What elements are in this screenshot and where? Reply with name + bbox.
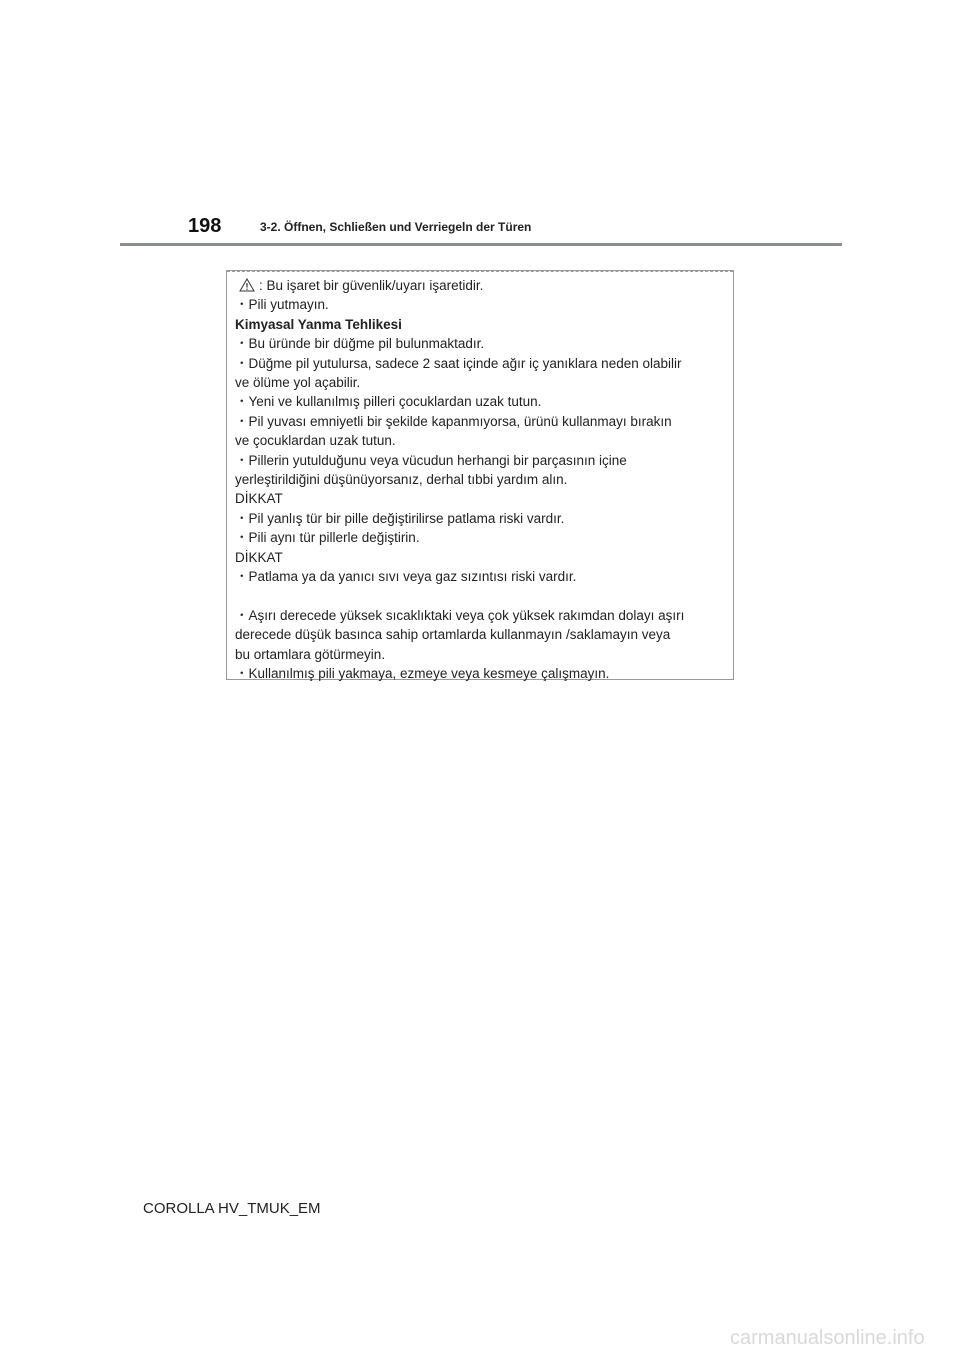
warning-line	[235, 354, 725, 373]
warning-content	[235, 276, 725, 684]
warning-line	[235, 548, 725, 567]
warning-line-text: ve ölüme yol açabilir.	[235, 375, 361, 391]
warning-line	[235, 587, 725, 606]
warning-line	[235, 489, 725, 508]
header-divider	[120, 243, 842, 246]
warning-line-text: Kimyasal Yanma Tehlikesi	[235, 316, 402, 332]
warning-line-text: ve çocuklardan uzak tutun.	[235, 433, 396, 449]
warning-line-text: ・Pillerin yutulduğunu veya vücudun herhangi bir parçasının içine	[235, 452, 627, 468]
page-number: 198	[188, 215, 222, 237]
warning-line-text: derecede düşük basınca sahip ortamlarda kullanmayın /saklamayın veya	[235, 627, 671, 643]
warning-line-text: : Bu işaret bir güvenlik/uyarı işaretidir.	[259, 278, 484, 293]
warning-line	[235, 295, 725, 314]
warning-line	[235, 392, 725, 411]
warning-line	[235, 412, 725, 431]
warning-line	[235, 567, 725, 586]
warning-triangle-icon	[239, 278, 255, 292]
warning-line	[235, 625, 725, 644]
warning-line	[235, 451, 725, 470]
warning-line-text: ・Patlama ya da yanıcı sıvı veya gaz sızıntısı riski vardır.	[235, 569, 577, 585]
warning-line-text: DİKKAT	[235, 549, 283, 565]
warning-line	[235, 664, 725, 683]
warning-line-text: ・Bu üründe bir düğme pil bulunmaktadır.	[235, 336, 485, 352]
warning-line	[235, 334, 725, 353]
warning-box-top-border	[227, 271, 733, 272]
warning-line	[235, 509, 725, 528]
warning-line	[235, 373, 725, 392]
warning-line-text: ・Pil yanlış tür bir pille değiştirilirse patlama riski vardır.	[235, 510, 565, 526]
warning-line-text: ・Düğme pil yutulursa, sadece 2 saat içinde ağır iç yanıklara neden olabilir	[235, 355, 682, 371]
warning-line	[235, 470, 725, 489]
model-code: COROLLA HV_TMUK_EM	[143, 1200, 321, 1217]
warning-line-text: ・Pili aynı tür pillerle değiştirin.	[235, 530, 420, 546]
warning-line-text: ・Aşırı derecede yüksek sıcaklıktaki veya çok yüksek rakımdan dolayı aşırı	[235, 607, 685, 623]
warning-line-text: yerleştirildiğini düşünüyorsanız, derhal tıbbi yardım alın.	[235, 472, 568, 488]
warning-line	[235, 528, 725, 547]
warning-line-text: ・Yeni ve kullanılmış pilleri çocuklardan uzak tutun.	[235, 394, 542, 410]
warning-line-text: bu ortamlara götürmeyin.	[235, 646, 386, 662]
warning-line-text: ・Pil yuvası emniyetli bir şekilde kapanmıyorsa, ürünü kullanmayı bırakın	[235, 413, 672, 429]
section-title: 3-2. Öffnen, Schließen und Verriegeln der Türen	[260, 220, 532, 234]
watermark: carmanualsonline.info	[730, 1327, 925, 1349]
warning-line-text: ・Pili yutmayın.	[235, 297, 329, 313]
warning-line	[235, 276, 725, 295]
warning-line	[235, 315, 725, 334]
warning-line-text: DİKKAT	[235, 491, 283, 507]
warning-line	[235, 645, 725, 664]
warning-line	[235, 606, 725, 625]
warning-box	[226, 270, 734, 680]
warning-line	[235, 431, 725, 450]
warning-line-text: ・Kullanılmış pili yakmaya, ezmeye veya kesmeye çalışmayın.	[235, 666, 610, 682]
